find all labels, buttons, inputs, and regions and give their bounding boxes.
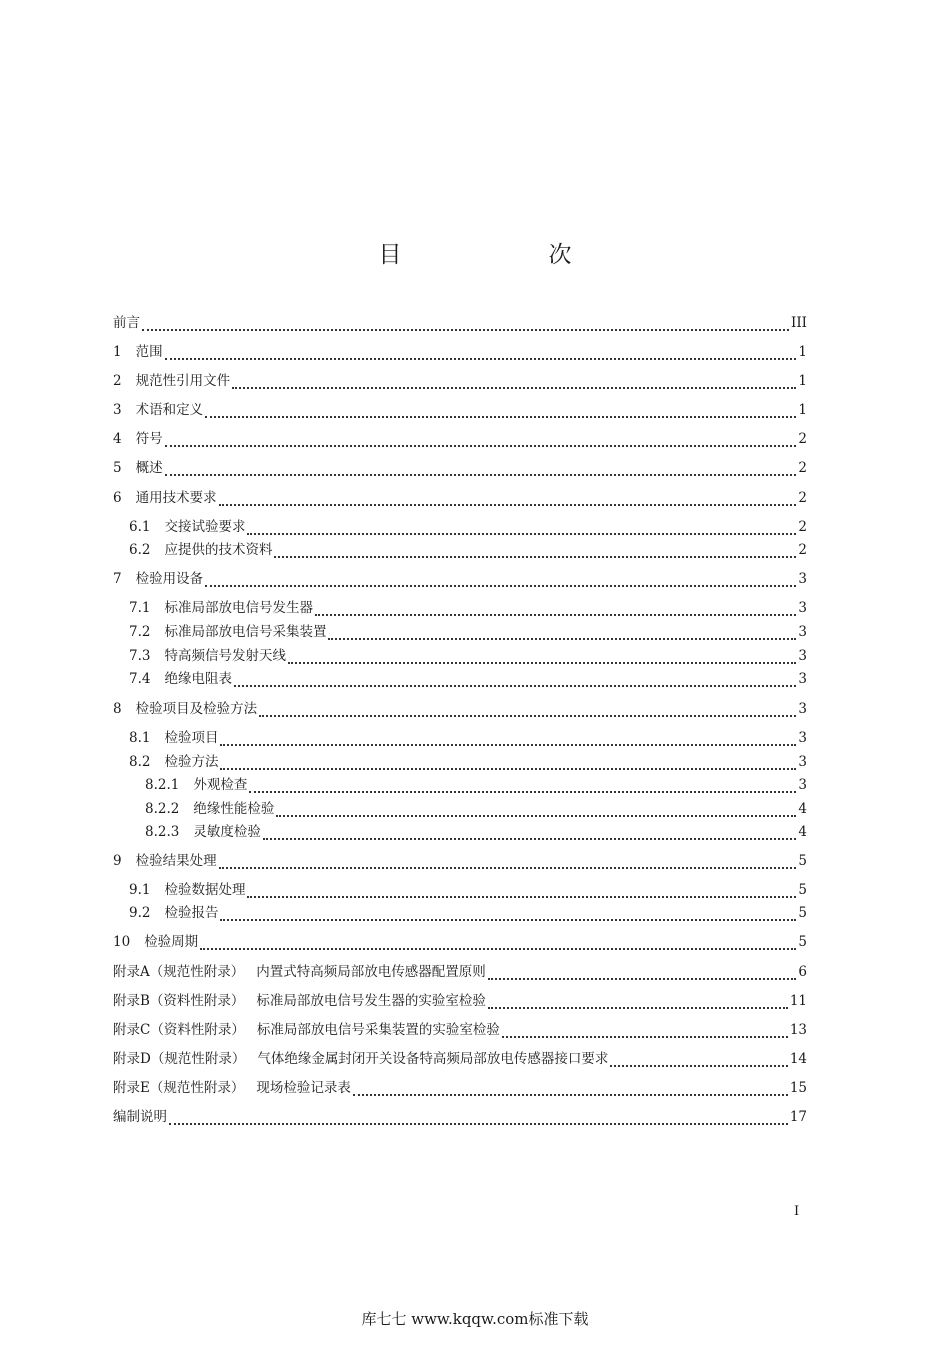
toc-leader-dots <box>232 373 796 389</box>
toc-leader-dots <box>200 934 796 950</box>
toc-entry-number: 6.2 <box>129 542 151 558</box>
toc-entry[interactable] <box>113 371 807 391</box>
toc-entry-number: 8.2.2 <box>145 801 180 817</box>
toc-leader-dots <box>276 801 796 817</box>
toc-entry[interactable] <box>129 622 807 642</box>
toc-entry[interactable] <box>129 728 807 748</box>
toc-entry[interactable] <box>129 517 807 537</box>
toc-entry[interactable] <box>129 598 807 618</box>
toc-entry-page: 3 <box>798 571 807 587</box>
toc-entry-page: 3 <box>798 648 807 664</box>
toc-entry-number: 附录A（规范性附录） <box>113 964 245 980</box>
toc-entry-page: 5 <box>798 853 807 869</box>
toc-entry-number: 9.2 <box>129 905 151 921</box>
toc-entry-text: 绝缘电阻表 <box>164 671 232 687</box>
toc-leader-dots <box>142 315 789 331</box>
toc-entry-page: 2 <box>798 519 807 535</box>
toc-entry-number: 附录E（规范性附录） <box>113 1080 245 1096</box>
toc-entry-number: 7.4 <box>129 671 151 687</box>
toc-entry[interactable] <box>113 699 807 719</box>
toc-entry-page: 3 <box>798 754 807 770</box>
toc-entry[interactable] <box>113 429 807 449</box>
toc-entry[interactable] <box>113 458 807 478</box>
toc-entry-number: 1 <box>113 344 122 360</box>
toc-leader-dots <box>219 853 797 869</box>
toc-entry-text: 标准局部放电信号发生器的实验室检验 <box>256 993 486 1009</box>
toc-entry[interactable] <box>113 1078 807 1098</box>
toc-entry-page: 2 <box>798 431 807 447</box>
toc-leader-dots <box>353 1080 788 1096</box>
toc-entry-text: 范围 <box>135 344 163 360</box>
toc-entry[interactable] <box>113 991 807 1011</box>
toc-entry-number: 8.2 <box>129 754 151 770</box>
toc-entry-text: 术语和定义 <box>135 402 204 418</box>
toc-entry-page: 1 <box>798 402 807 418</box>
toc-entry-text: 规范性引用文件 <box>135 373 231 389</box>
toc-entry-page: 1 <box>798 373 807 389</box>
toc-entry-number: 7.3 <box>129 648 151 664</box>
toc-entry[interactable] <box>129 646 807 666</box>
toc-entry-page: 2 <box>798 460 807 476</box>
toc-entry-page: 3 <box>798 600 807 616</box>
toc-entry-page: III <box>791 315 807 331</box>
toc-leader-dots <box>610 1051 787 1067</box>
toc-entry-page: 3 <box>798 624 807 640</box>
toc-leader-dots <box>234 671 796 687</box>
toc-entry-page: 4 <box>798 824 807 840</box>
toc-entry-text: 灵敏度检验 <box>193 824 261 840</box>
footer-watermark-text: 库七七 www.kqqw.com标准下载 <box>361 1310 589 1328</box>
toc-entry-page: 4 <box>798 801 807 817</box>
toc-entry-page: 3 <box>798 777 807 793</box>
toc-entry-text: 检验报告 <box>164 905 219 921</box>
toc-entry-number: 附录C（资料性附录） <box>113 1022 245 1038</box>
toc-leader-dots <box>502 1022 788 1038</box>
toc-leader-dots <box>220 730 796 746</box>
toc-entry-text: 检验项目及检验方法 <box>135 701 258 717</box>
toc-entry-page: 11 <box>789 993 807 1009</box>
toc-entry-text: 检验用设备 <box>135 571 204 587</box>
toc-entry-number: 附录D（规范性附录） <box>113 1051 246 1067</box>
toc-entry[interactable] <box>113 400 807 420</box>
toc-entry-text: 外观检查 <box>193 777 248 793</box>
toc-leader-dots <box>288 648 796 664</box>
toc-entry[interactable] <box>113 851 807 871</box>
page-number: I <box>794 1204 800 1219</box>
toc-entry-number: 6 <box>113 490 122 506</box>
toc-leader-dots <box>488 993 788 1009</box>
toc-entry-number: 10 <box>113 934 131 950</box>
toc-entry-number: 9 <box>113 853 122 869</box>
toc-entry-text: 符号 <box>135 431 163 447</box>
toc-entry-page: 5 <box>798 905 807 921</box>
toc-leader-dots <box>328 624 796 640</box>
toc-entry-page: 3 <box>798 730 807 746</box>
toc-entry-text: 标准局部放电信号发生器 <box>164 600 313 616</box>
toc-entry-text: 编制说明 <box>113 1109 167 1125</box>
toc-entry-text: 标准局部放电信号采集装置 <box>164 624 327 640</box>
toc-leader-dots <box>205 402 796 418</box>
toc-leader-dots <box>220 754 796 770</box>
toc-entry-page: 1 <box>798 344 807 360</box>
toc-entry-page: 17 <box>789 1109 807 1125</box>
toc-entry-number: 4 <box>113 431 122 447</box>
toc-entry[interactable] <box>113 1049 807 1069</box>
toc-entry-text: 应提供的技术资料 <box>164 542 273 558</box>
toc-leader-dots <box>220 905 796 921</box>
toc-entry-text: 概述 <box>135 460 163 476</box>
toc-leader-dots <box>259 701 796 717</box>
toc-entry-page: 5 <box>798 882 807 898</box>
toc-leader-dots <box>205 571 796 587</box>
toc-entry[interactable] <box>113 569 807 589</box>
toc-entry-number: 8.2.1 <box>145 777 180 793</box>
toc-leader-dots <box>219 490 797 506</box>
toc-entry-number: 7 <box>113 571 122 587</box>
toc-entry-text: 通用技术要求 <box>135 490 217 506</box>
toc-entry-text: 检验结果处理 <box>135 853 217 869</box>
toc-entry-text: 现场检验记录表 <box>256 1080 351 1096</box>
toc-entry-page: 5 <box>798 934 807 950</box>
toc-entry[interactable] <box>129 752 807 772</box>
toc-entry[interactable] <box>145 799 807 819</box>
toc-entry[interactable] <box>113 1020 807 1040</box>
toc-entry-text: 交接试验要求 <box>164 519 246 535</box>
toc-entry-page: 3 <box>798 701 807 717</box>
toc-entry[interactable] <box>129 669 807 689</box>
toc-entry-number: 9.1 <box>129 882 151 898</box>
toc-entry-text: 绝缘性能检验 <box>193 801 275 817</box>
toc-leader-dots <box>263 824 797 840</box>
toc-leader-dots <box>315 600 796 616</box>
toc-entry-number: 7.2 <box>129 624 151 640</box>
toc-entry-number: 2 <box>113 373 122 389</box>
toc-entry[interactable] <box>145 822 807 842</box>
toc-entry-text: 检验周期 <box>144 934 199 950</box>
toc-leader-dots <box>249 777 796 793</box>
toc-entry[interactable] <box>113 488 807 508</box>
toc-entry-number: 7.1 <box>129 600 151 616</box>
toc-entry-text: 检验项目 <box>164 730 219 746</box>
toc-entry-number: 5 <box>113 460 122 476</box>
toc-entry-page: 13 <box>789 1022 807 1038</box>
toc-leader-dots <box>165 460 797 476</box>
toc-leader-dots <box>165 431 797 447</box>
toc-entry[interactable] <box>113 313 807 333</box>
toc-entry-page: 2 <box>798 542 807 558</box>
toc-entry-text: 检验方法 <box>164 754 219 770</box>
toc-entry-text: 标准局部放电信号采集装置的实验室检验 <box>256 1022 500 1038</box>
toc-entry-number: 附录B（资料性附录） <box>113 993 245 1009</box>
toc-entry-page: 15 <box>789 1080 807 1096</box>
toc-entry-text: 特高频信号发射天线 <box>164 648 286 664</box>
toc-leader-dots <box>247 882 796 898</box>
toc-leader-dots <box>165 344 797 360</box>
toc-entry[interactable] <box>113 962 807 982</box>
toc-entry-number: 8.1 <box>129 730 151 746</box>
toc-entry-number: 3 <box>113 402 122 418</box>
toc-entry-page: 6 <box>798 964 807 980</box>
toc-leader-dots <box>274 542 796 558</box>
toc-entry[interactable] <box>129 880 807 900</box>
toc-leader-dots <box>247 519 796 535</box>
toc-entry-text: 内置式特高频局部放电传感器配置原则 <box>256 964 486 980</box>
toc-entry[interactable] <box>129 540 807 560</box>
toc-entry-number: 8.2.3 <box>145 824 180 840</box>
toc-entry-page: 2 <box>798 490 807 506</box>
toc-entry[interactable] <box>145 775 807 795</box>
toc-leader-dots <box>169 1109 788 1125</box>
toc-entry-page: 14 <box>789 1051 807 1067</box>
toc-entry-number: 8 <box>113 701 122 717</box>
toc-leader-dots <box>488 964 797 980</box>
toc-entry-text: 气体绝缘金属封闭开关设备特高频局部放电传感器接口要求 <box>257 1051 609 1067</box>
toc-entry-text: 检验数据处理 <box>164 882 246 898</box>
toc-entry-text: 前言 <box>113 315 140 331</box>
toc-entry[interactable] <box>129 903 807 923</box>
toc-entry[interactable] <box>113 1107 807 1127</box>
toc-entry[interactable] <box>113 342 807 362</box>
toc-entry-page: 3 <box>798 671 807 687</box>
toc-entry-number: 6.1 <box>129 519 151 535</box>
toc-title: 目 次 <box>378 242 634 268</box>
toc-entry[interactable] <box>113 932 807 952</box>
